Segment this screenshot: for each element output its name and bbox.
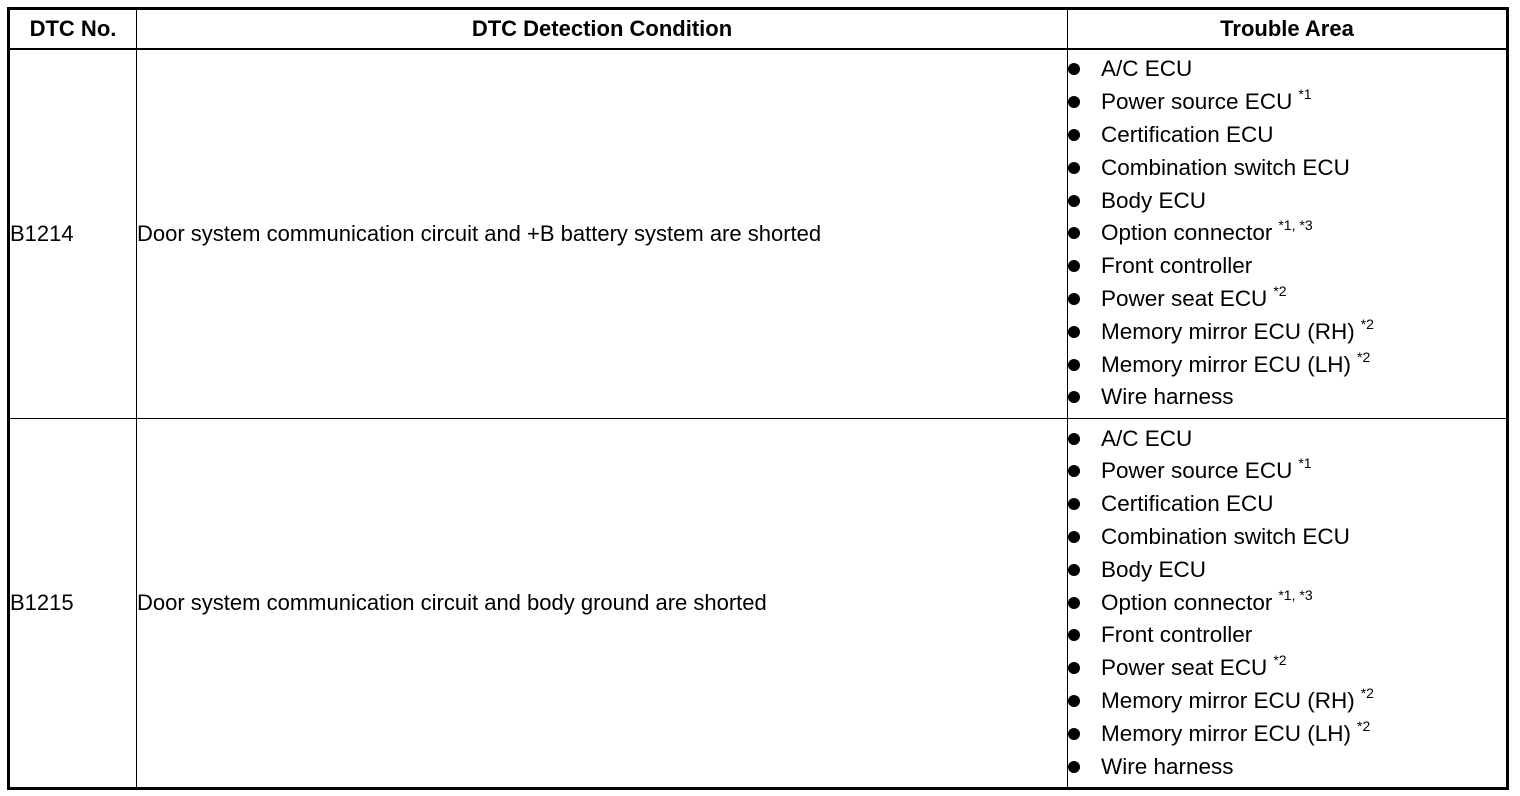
bullet-icon [1068,498,1080,510]
trouble-area-label: Certification ECU [1101,491,1274,517]
trouble-area-label: Front controller [1101,253,1253,279]
list-item [1068,554,1506,587]
list-item [1068,685,1506,718]
trouble-area-list [1068,423,1506,784]
dtc-code: B1214 [9,49,137,419]
list-item [1068,185,1506,218]
header-dtc-no: DTC No. [9,9,137,49]
list-item [1068,53,1506,86]
header-detection-condition: DTC Detection Condition [137,9,1068,49]
list-item [1068,119,1506,152]
bullet-icon [1068,761,1080,773]
footnote-marker: *1, *3 [1278,586,1313,603]
trouble-area-label: Wire harness [1101,384,1234,410]
list-item [1068,652,1506,685]
bullet-icon [1068,162,1080,174]
bullet-icon [1068,629,1080,641]
detection-condition: Door system communication circuit and body ground are shorted [137,419,1068,789]
trouble-area-label: Combination switch ECU [1101,524,1350,549]
trouble-area-label: Option connector [1101,220,1273,246]
list-item [1068,619,1506,652]
footnote-marker: *2 [1357,717,1371,734]
bullet-icon [1068,433,1080,445]
footnote-marker: *2 [1273,652,1287,669]
header-row [9,9,1508,49]
list-item [1068,283,1506,316]
trouble-area-label: Memory mirror ECU (LH) [1101,720,1351,746]
list-item [1068,316,1506,349]
bullet-icon [1068,728,1080,740]
bullet-icon [1068,597,1080,609]
table-row [9,419,1508,789]
bullet-icon [1068,195,1080,207]
bullet-icon [1068,359,1080,371]
trouble-area-label: Power source ECU [1101,458,1293,484]
footnote-marker: *1, *3 [1278,217,1313,234]
list-item [1068,381,1506,414]
trouble-area-cell [1068,419,1508,789]
bullet-icon [1068,260,1080,272]
bullet-icon [1068,96,1080,108]
footnote-marker: *2 [1273,282,1287,299]
bullet-icon [1068,564,1080,576]
list-item [1068,587,1506,620]
trouble-area-label: Memory mirror ECU (RH) [1101,318,1355,344]
footnote-marker: *1 [1298,86,1312,103]
bullet-icon [1068,129,1080,141]
trouble-area-label: Power seat ECU [1101,285,1268,311]
footnote-marker: *2 [1360,684,1374,701]
list-item [1068,521,1506,554]
trouble-area-label: A/C ECU [1101,56,1193,82]
footnote-marker: *2 [1360,315,1374,332]
trouble-area-label: Body ECU [1101,187,1207,213]
bullet-icon [1068,227,1080,239]
trouble-area-label: Combination switch ECU [1101,154,1350,180]
trouble-area-cell [1068,49,1508,419]
dtc-code: B1215 [9,419,137,789]
trouble-area-label: Body ECU [1101,556,1207,582]
trouble-area-label: Front controller [1101,622,1253,648]
header-trouble-area: Trouble Area [1068,9,1508,49]
footnote-marker: *2 [1357,348,1371,365]
list-item [1068,349,1506,382]
list-item [1068,86,1506,119]
list-item [1068,751,1506,784]
bullet-icon [1068,465,1080,477]
bullet-icon [1068,695,1080,707]
trouble-area-label: Power seat ECU [1101,655,1268,681]
trouble-area-list [1068,53,1506,414]
trouble-area-label: Memory mirror ECU (RH) [1101,687,1355,713]
list-item [1068,488,1506,521]
list-item [1068,152,1506,185]
list-item [1068,423,1506,456]
trouble-area-label: Memory mirror ECU (LH) [1101,351,1351,377]
trouble-area-label: Option connector [1101,589,1273,615]
trouble-area-label: Certification ECU [1101,121,1274,147]
table-row [9,49,1508,419]
detection-condition: Door system communication circuit and +B battery system are shorted [137,49,1068,419]
trouble-area-label: Power source ECU [1101,89,1293,115]
list-item [1068,455,1506,488]
bullet-icon [1068,391,1080,403]
bullet-icon [1068,63,1080,75]
bullet-icon [1068,293,1080,305]
list-item [1068,718,1506,751]
list-item [1068,250,1506,283]
trouble-area-label: Wire harness [1101,753,1234,779]
bullet-icon [1068,531,1080,543]
trouble-area-label: A/C ECU [1101,425,1193,451]
dtc-table [7,7,1509,790]
footnote-marker: *1 [1298,455,1312,472]
bullet-icon [1068,326,1080,338]
list-item [1068,217,1506,250]
bullet-icon [1068,662,1080,674]
